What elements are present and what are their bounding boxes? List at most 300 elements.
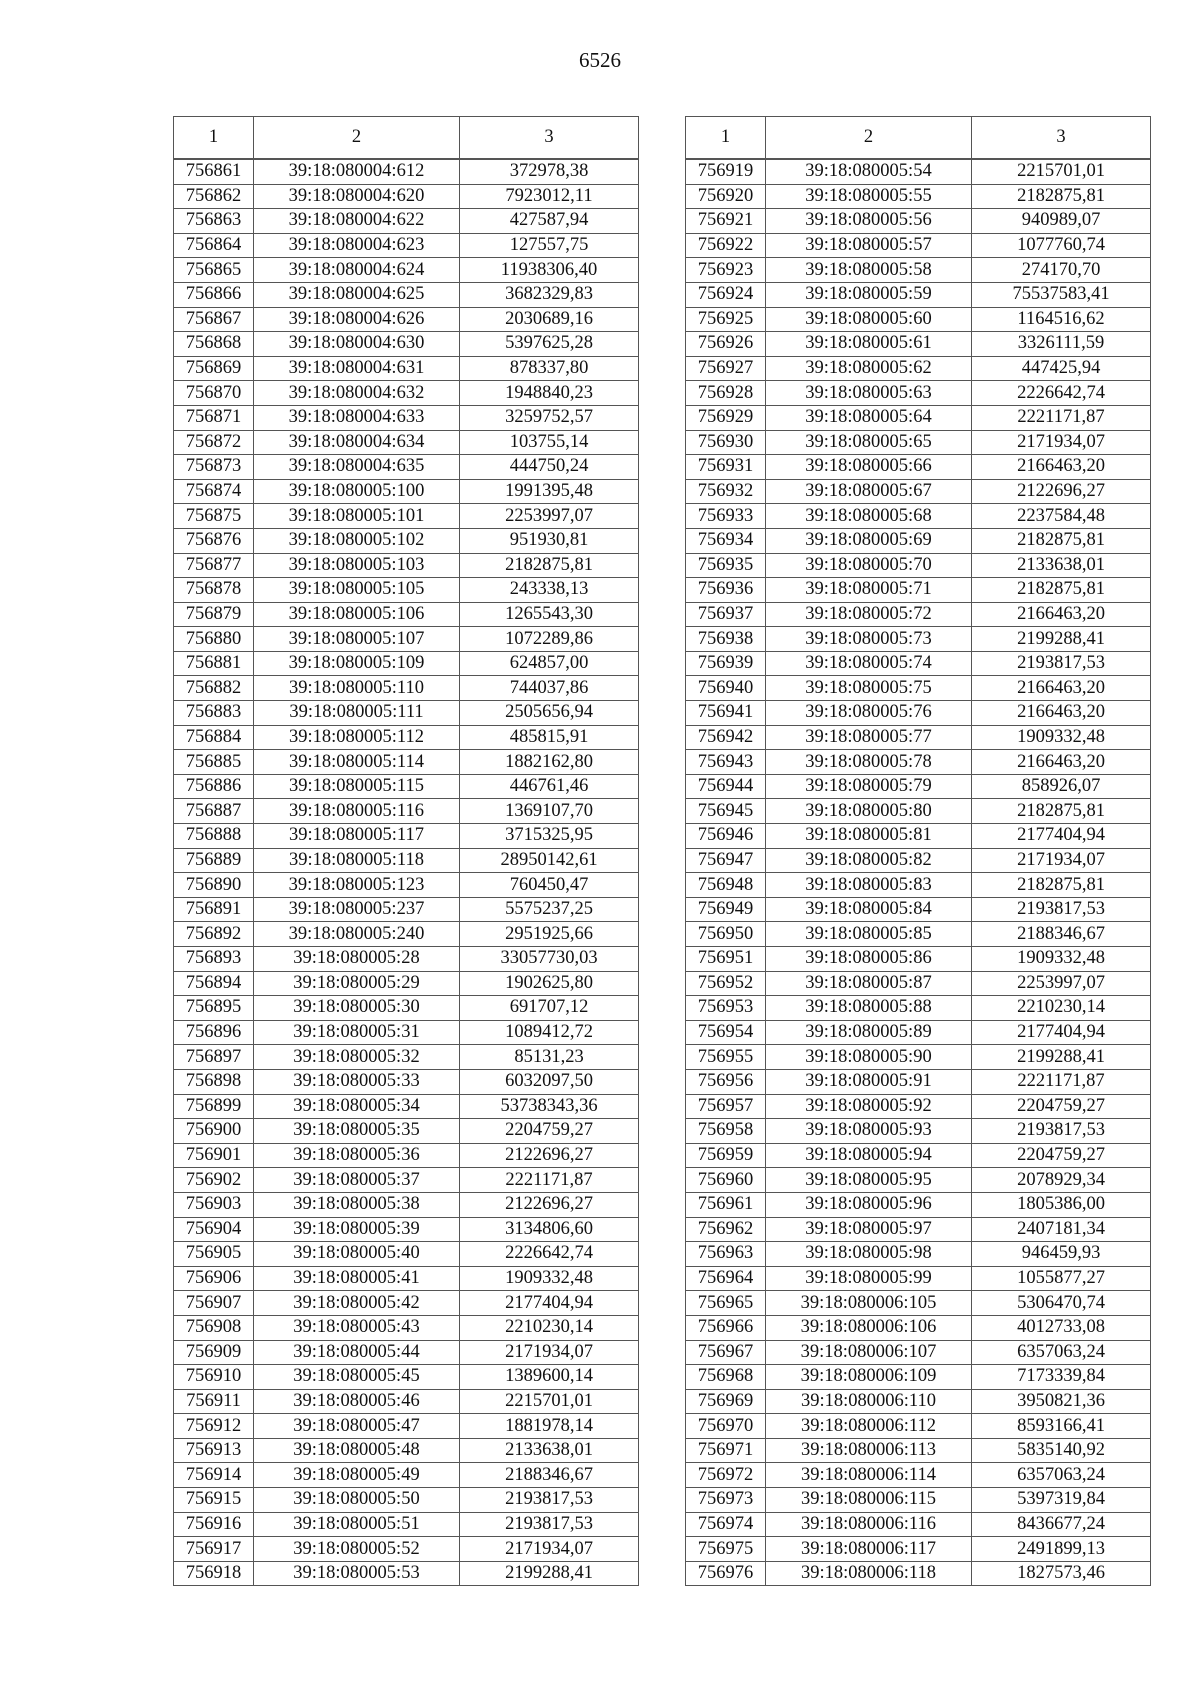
row-number-cell: 756973 [686, 1488, 766, 1513]
row-number-cell: 756896 [174, 1020, 254, 1045]
value-cell: 691707,12 [460, 996, 639, 1021]
value-cell: 427587,94 [460, 209, 639, 234]
table-row [686, 430, 1151, 455]
table-row [174, 1094, 639, 1119]
value-cell: 3134806,60 [460, 1217, 639, 1242]
value-cell: 2204759,27 [972, 1094, 1151, 1119]
table-row [686, 528, 1151, 553]
cadastral-number-cell: 39:18:080004:620 [254, 184, 460, 209]
table-row [174, 504, 639, 529]
table-row [686, 184, 1151, 209]
value-cell: 2188346,67 [972, 922, 1151, 947]
column-header-2: 2 [766, 117, 972, 160]
row-number-cell: 756888 [174, 824, 254, 849]
row-number-cell: 756891 [174, 897, 254, 922]
row-number-cell: 756873 [174, 455, 254, 480]
table-row [174, 897, 639, 922]
table-row [174, 553, 639, 578]
table-row [686, 799, 1151, 824]
cadastral-number-cell: 39:18:080005:83 [766, 873, 972, 898]
value-cell: 2951925,66 [460, 922, 639, 947]
cadastral-number-cell: 39:18:080005:102 [254, 528, 460, 553]
cadastral-number-cell: 39:18:080005:78 [766, 750, 972, 775]
table-row [174, 750, 639, 775]
value-cell: 8436677,24 [972, 1512, 1151, 1537]
cadastral-number-cell: 39:18:080005:69 [766, 528, 972, 553]
table-row [174, 1119, 639, 1144]
cadastral-number-cell: 39:18:080005:91 [766, 1069, 972, 1094]
value-cell: 2193817,53 [972, 651, 1151, 676]
value-cell: 5397625,28 [460, 332, 639, 357]
value-cell: 2122696,27 [460, 1143, 639, 1168]
table-row [174, 184, 639, 209]
table-row [686, 725, 1151, 750]
row-number-cell: 756914 [174, 1463, 254, 1488]
value-cell: 2221171,87 [460, 1168, 639, 1193]
row-number-cell: 756931 [686, 455, 766, 480]
row-number-cell: 756919 [686, 159, 766, 184]
table-row [686, 282, 1151, 307]
value-cell: 7173339,84 [972, 1365, 1151, 1390]
table-row [686, 1094, 1151, 1119]
value-cell: 2193817,53 [460, 1488, 639, 1513]
value-cell: 274170,70 [972, 258, 1151, 283]
table-row [174, 1045, 639, 1070]
value-cell: 2182875,81 [972, 799, 1151, 824]
value-cell: 446761,46 [460, 774, 639, 799]
value-cell: 1164516,62 [972, 307, 1151, 332]
table-row [686, 1020, 1151, 1045]
cadastral-number-cell: 39:18:080005:123 [254, 873, 460, 898]
cadastral-number-cell: 39:18:080005:57 [766, 233, 972, 258]
value-cell: 1055877,27 [972, 1266, 1151, 1291]
cadastral-number-cell: 39:18:080006:109 [766, 1365, 972, 1390]
cadastral-number-cell: 39:18:080006:105 [766, 1291, 972, 1316]
row-number-cell: 756918 [174, 1561, 254, 1586]
value-cell: 4012733,08 [972, 1315, 1151, 1340]
table-row [174, 159, 639, 184]
row-number-cell: 756947 [686, 848, 766, 873]
value-cell: 2199288,41 [972, 1045, 1151, 1070]
cadastral-number-cell: 39:18:080005:107 [254, 627, 460, 652]
row-number-cell: 756917 [174, 1537, 254, 1562]
row-number-cell: 756899 [174, 1094, 254, 1119]
table-row [174, 1192, 639, 1217]
value-cell: 2221171,87 [972, 1069, 1151, 1094]
cadastral-number-cell: 39:18:080005:41 [254, 1266, 460, 1291]
value-cell: 2122696,27 [972, 479, 1151, 504]
row-number-cell: 756936 [686, 578, 766, 603]
cadastral-number-cell: 39:18:080005:39 [254, 1217, 460, 1242]
cadastral-number-cell: 39:18:080005:80 [766, 799, 972, 824]
row-number-cell: 756932 [686, 479, 766, 504]
row-number-cell: 756926 [686, 332, 766, 357]
row-number-cell: 756972 [686, 1463, 766, 1488]
cadastral-number-cell: 39:18:080004:634 [254, 430, 460, 455]
value-cell: 2182875,81 [460, 553, 639, 578]
cadastral-number-cell: 39:18:080005:81 [766, 824, 972, 849]
value-cell: 2199288,41 [460, 1561, 639, 1586]
value-cell: 2193817,53 [460, 1512, 639, 1537]
cadastral-number-cell: 39:18:080005:92 [766, 1094, 972, 1119]
table-row [174, 947, 639, 972]
cadastral-number-cell: 39:18:080005:61 [766, 332, 972, 357]
value-cell: 447425,94 [972, 356, 1151, 381]
row-number-cell: 756958 [686, 1119, 766, 1144]
table-row [686, 209, 1151, 234]
cadastral-number-cell: 39:18:080005:42 [254, 1291, 460, 1316]
cadastral-number-cell: 39:18:080005:33 [254, 1069, 460, 1094]
row-number-cell: 756909 [174, 1340, 254, 1365]
value-cell: 2210230,14 [460, 1315, 639, 1340]
table-row [174, 799, 639, 824]
row-number-cell: 756959 [686, 1143, 766, 1168]
value-cell: 1909332,48 [972, 947, 1151, 972]
value-cell: 1265543,30 [460, 602, 639, 627]
row-number-cell: 756881 [174, 651, 254, 676]
value-cell: 2221171,87 [972, 405, 1151, 430]
table-row [686, 627, 1151, 652]
table-row [174, 627, 639, 652]
cadastral-number-cell: 39:18:080005:118 [254, 848, 460, 873]
cadastral-number-cell: 39:18:080005:110 [254, 676, 460, 701]
cadastral-number-cell: 39:18:080005:59 [766, 282, 972, 307]
value-cell: 5306470,74 [972, 1291, 1151, 1316]
cadastral-number-cell: 39:18:080005:90 [766, 1045, 972, 1070]
row-number-cell: 756935 [686, 553, 766, 578]
row-number-cell: 756893 [174, 947, 254, 972]
cadastral-number-cell: 39:18:080005:55 [766, 184, 972, 209]
value-cell: 5575237,25 [460, 897, 639, 922]
value-cell: 1882162,80 [460, 750, 639, 775]
cadastral-number-cell: 39:18:080005:45 [254, 1365, 460, 1390]
table-row [174, 332, 639, 357]
cadastral-number-cell: 39:18:080005:68 [766, 504, 972, 529]
row-number-cell: 756916 [174, 1512, 254, 1537]
value-cell: 372978,38 [460, 159, 639, 184]
cadastral-number-cell: 39:18:080005:66 [766, 455, 972, 480]
cadastral-number-cell: 39:18:080005:79 [766, 774, 972, 799]
row-number-cell: 756894 [174, 971, 254, 996]
value-cell: 2505656,94 [460, 701, 639, 726]
cadastral-table-left [173, 116, 639, 1586]
cadastral-number-cell: 39:18:080005:30 [254, 996, 460, 1021]
value-cell: 624857,00 [460, 651, 639, 676]
table-row [174, 774, 639, 799]
value-cell: 3950821,36 [972, 1389, 1151, 1414]
cadastral-number-cell: 39:18:080005:48 [254, 1438, 460, 1463]
row-number-cell: 756900 [174, 1119, 254, 1144]
table-row [686, 1365, 1151, 1390]
table-row [686, 332, 1151, 357]
cadastral-number-cell: 39:18:080006:118 [766, 1561, 972, 1586]
value-cell: 33057730,03 [460, 947, 639, 972]
value-cell: 2226642,74 [460, 1242, 639, 1267]
cadastral-number-cell: 39:18:080006:112 [766, 1414, 972, 1439]
cadastral-number-cell: 39:18:080005:95 [766, 1168, 972, 1193]
cadastral-number-cell: 39:18:080005:86 [766, 947, 972, 972]
row-number-cell: 756902 [174, 1168, 254, 1193]
table-row [174, 1561, 639, 1586]
value-cell: 2171934,07 [460, 1340, 639, 1365]
table-body-left [174, 159, 639, 1586]
cadastral-number-cell: 39:18:080005:31 [254, 1020, 460, 1045]
value-cell: 2237584,48 [972, 504, 1151, 529]
cadastral-number-cell: 39:18:080005:115 [254, 774, 460, 799]
table-row [686, 1168, 1151, 1193]
table-row [686, 1217, 1151, 1242]
cadastral-number-cell: 39:18:080004:635 [254, 455, 460, 480]
row-number-cell: 756875 [174, 504, 254, 529]
column-header-1: 1 [174, 117, 254, 160]
row-number-cell: 756974 [686, 1512, 766, 1537]
row-number-cell: 756883 [174, 701, 254, 726]
row-number-cell: 756948 [686, 873, 766, 898]
cadastral-number-cell: 39:18:080005:50 [254, 1488, 460, 1513]
value-cell: 3682329,83 [460, 282, 639, 307]
row-number-cell: 756920 [686, 184, 766, 209]
value-cell: 2407181,34 [972, 1217, 1151, 1242]
row-number-cell: 756863 [174, 209, 254, 234]
value-cell: 2193817,53 [972, 897, 1151, 922]
table-row [174, 922, 639, 947]
table-row [686, 1242, 1151, 1267]
table-row [174, 848, 639, 873]
value-cell: 243338,13 [460, 578, 639, 603]
table-row [686, 873, 1151, 898]
value-cell: 2166463,20 [972, 701, 1151, 726]
table-row [686, 1291, 1151, 1316]
value-cell: 127557,75 [460, 233, 639, 258]
cadastral-number-cell: 39:18:080006:107 [766, 1340, 972, 1365]
value-cell: 2166463,20 [972, 602, 1151, 627]
row-number-cell: 756969 [686, 1389, 766, 1414]
table-row [174, 282, 639, 307]
value-cell: 2166463,20 [972, 750, 1151, 775]
value-cell: 28950142,61 [460, 848, 639, 873]
column-header-3: 3 [972, 117, 1151, 160]
row-number-cell: 756904 [174, 1217, 254, 1242]
cadastral-number-cell: 39:18:080005:84 [766, 897, 972, 922]
cadastral-number-cell: 39:18:080005:28 [254, 947, 460, 972]
row-number-cell: 756970 [686, 1414, 766, 1439]
cadastral-number-cell: 39:18:080005:54 [766, 159, 972, 184]
table-body-right [686, 159, 1151, 1586]
cadastral-number-cell: 39:18:080004:612 [254, 159, 460, 184]
row-number-cell: 756903 [174, 1192, 254, 1217]
row-number-cell: 756910 [174, 1365, 254, 1390]
row-number-cell: 756960 [686, 1168, 766, 1193]
row-number-cell: 756889 [174, 848, 254, 873]
value-cell: 103755,14 [460, 430, 639, 455]
table-row [686, 848, 1151, 873]
row-number-cell: 756971 [686, 1438, 766, 1463]
cadastral-number-cell: 39:18:080005:53 [254, 1561, 460, 1586]
table-row [174, 602, 639, 627]
cadastral-number-cell: 39:18:080005:101 [254, 504, 460, 529]
row-number-cell: 756907 [174, 1291, 254, 1316]
cadastral-number-cell: 39:18:080005:105 [254, 578, 460, 603]
row-number-cell: 756922 [686, 233, 766, 258]
row-number-cell: 756967 [686, 1340, 766, 1365]
cadastral-number-cell: 39:18:080005:72 [766, 602, 972, 627]
table-row [686, 1537, 1151, 1562]
row-number-cell: 756882 [174, 676, 254, 701]
cadastral-number-cell: 39:18:080006:117 [766, 1537, 972, 1562]
value-cell: 2177404,94 [972, 824, 1151, 849]
row-number-cell: 756933 [686, 504, 766, 529]
value-cell: 2171934,07 [972, 848, 1151, 873]
row-number-cell: 756912 [174, 1414, 254, 1439]
row-number-cell: 756927 [686, 356, 766, 381]
value-cell: 2177404,94 [460, 1291, 639, 1316]
row-number-cell: 756886 [174, 774, 254, 799]
row-number-cell: 756897 [174, 1045, 254, 1070]
row-number-cell: 756976 [686, 1561, 766, 1586]
row-number-cell: 756868 [174, 332, 254, 357]
table-row [174, 1020, 639, 1045]
row-number-cell: 756975 [686, 1537, 766, 1562]
table-row [686, 1488, 1151, 1513]
table-row [686, 922, 1151, 947]
cadastral-number-cell: 39:18:080005:97 [766, 1217, 972, 1242]
table-row [686, 1119, 1151, 1144]
header-row [686, 117, 1151, 160]
cadastral-number-cell: 39:18:080004:630 [254, 332, 460, 357]
value-cell: 5835140,92 [972, 1438, 1151, 1463]
cadastral-number-cell: 39:18:080005:73 [766, 627, 972, 652]
cadastral-number-cell: 39:18:080005:98 [766, 1242, 972, 1267]
table-row [174, 578, 639, 603]
table-row [686, 750, 1151, 775]
value-cell: 75537583,41 [972, 282, 1151, 307]
value-cell: 6032097,50 [460, 1069, 639, 1094]
row-number-cell: 756949 [686, 897, 766, 922]
value-cell: 1369107,70 [460, 799, 639, 824]
table-row [686, 159, 1151, 184]
row-number-cell: 756952 [686, 971, 766, 996]
value-cell: 2133638,01 [460, 1438, 639, 1463]
table-row [686, 1561, 1151, 1586]
cadastral-number-cell: 39:18:080005:71 [766, 578, 972, 603]
row-number-cell: 756911 [174, 1389, 254, 1414]
cadastral-number-cell: 39:18:080005:117 [254, 824, 460, 849]
value-cell: 1948840,23 [460, 381, 639, 406]
value-cell: 8593166,41 [972, 1414, 1151, 1439]
value-cell: 3715325,95 [460, 824, 639, 849]
row-number-cell: 756876 [174, 528, 254, 553]
table-row [686, 381, 1151, 406]
row-number-cell: 756892 [174, 922, 254, 947]
row-number-cell: 756921 [686, 209, 766, 234]
row-number-cell: 756950 [686, 922, 766, 947]
cadastral-number-cell: 39:18:080005:87 [766, 971, 972, 996]
row-number-cell: 756870 [174, 381, 254, 406]
table-row [686, 1438, 1151, 1463]
table-row [174, 1315, 639, 1340]
row-number-cell: 756966 [686, 1315, 766, 1340]
value-cell: 5397319,84 [972, 1488, 1151, 1513]
header-row [174, 117, 639, 160]
value-cell: 1991395,48 [460, 479, 639, 504]
value-cell: 2166463,20 [972, 455, 1151, 480]
cadastral-number-cell: 39:18:080005:49 [254, 1463, 460, 1488]
cadastral-number-cell: 39:18:080004:633 [254, 405, 460, 430]
table-row [686, 947, 1151, 972]
row-number-cell: 756940 [686, 676, 766, 701]
table-row [174, 824, 639, 849]
table-row [174, 258, 639, 283]
table-row [686, 1069, 1151, 1094]
cadastral-number-cell: 39:18:080004:632 [254, 381, 460, 406]
value-cell: 444750,24 [460, 455, 639, 480]
value-cell: 7923012,11 [460, 184, 639, 209]
cadastral-number-cell: 39:18:080005:237 [254, 897, 460, 922]
value-cell: 6357063,24 [972, 1340, 1151, 1365]
cadastral-number-cell: 39:18:080005:109 [254, 651, 460, 676]
row-number-cell: 756953 [686, 996, 766, 1021]
cadastral-number-cell: 39:18:080005:37 [254, 1168, 460, 1193]
cadastral-table-right [685, 116, 1151, 1586]
value-cell: 744037,86 [460, 676, 639, 701]
value-cell: 1089412,72 [460, 1020, 639, 1045]
cadastral-number-cell: 39:18:080005:77 [766, 725, 972, 750]
value-cell: 951930,81 [460, 528, 639, 553]
cadastral-number-cell: 39:18:080004:623 [254, 233, 460, 258]
row-number-cell: 756937 [686, 602, 766, 627]
row-number-cell: 756867 [174, 307, 254, 332]
cadastral-number-cell: 39:18:080005:65 [766, 430, 972, 455]
table-row [686, 504, 1151, 529]
cadastral-number-cell: 39:18:080004:625 [254, 282, 460, 307]
cadastral-number-cell: 39:18:080005:46 [254, 1389, 460, 1414]
row-number-cell: 756878 [174, 578, 254, 603]
value-cell: 2171934,07 [460, 1537, 639, 1562]
row-number-cell: 756913 [174, 1438, 254, 1463]
row-number-cell: 756942 [686, 725, 766, 750]
row-number-cell: 756946 [686, 824, 766, 849]
row-number-cell: 756964 [686, 1266, 766, 1291]
table-row [686, 405, 1151, 430]
table-row [174, 1389, 639, 1414]
value-cell: 3259752,57 [460, 405, 639, 430]
table-row [174, 1069, 639, 1094]
value-cell: 2204759,27 [972, 1143, 1151, 1168]
cadastral-number-cell: 39:18:080004:626 [254, 307, 460, 332]
cadastral-number-cell: 39:18:080005:88 [766, 996, 972, 1021]
table-row [174, 356, 639, 381]
cadastral-number-cell: 39:18:080006:106 [766, 1315, 972, 1340]
table-row [174, 996, 639, 1021]
row-number-cell: 756954 [686, 1020, 766, 1045]
table-row [174, 701, 639, 726]
value-cell: 3326111,59 [972, 332, 1151, 357]
table-row [174, 1438, 639, 1463]
cadastral-number-cell: 39:18:080005:94 [766, 1143, 972, 1168]
value-cell: 2171934,07 [972, 430, 1151, 455]
row-number-cell: 756965 [686, 1291, 766, 1316]
cadastral-number-cell: 39:18:080006:110 [766, 1389, 972, 1414]
table-row [686, 233, 1151, 258]
cadastral-number-cell: 39:18:080006:113 [766, 1438, 972, 1463]
table-row [686, 455, 1151, 480]
value-cell: 2078929,34 [972, 1168, 1151, 1193]
row-number-cell: 756872 [174, 430, 254, 455]
value-cell: 1881978,14 [460, 1414, 639, 1439]
value-cell: 760450,47 [460, 873, 639, 898]
cadastral-number-cell: 39:18:080005:85 [766, 922, 972, 947]
row-number-cell: 756945 [686, 799, 766, 824]
